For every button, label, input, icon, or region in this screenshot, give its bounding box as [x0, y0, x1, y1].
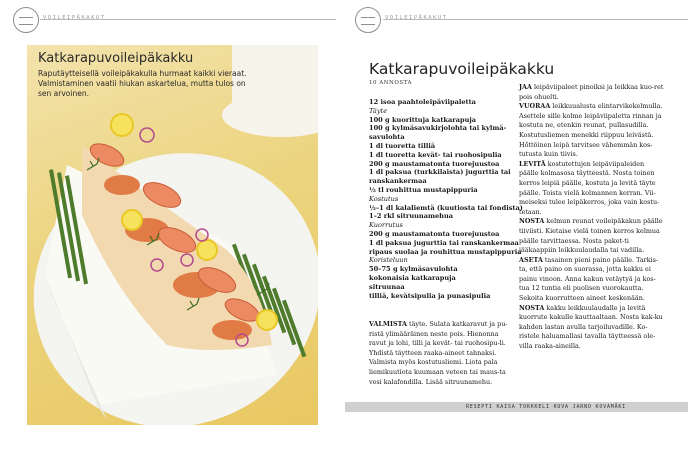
method-step-keyword: JAA — [519, 83, 532, 91]
ingredient-line: 200 g maustamatonta tuorejuustoa — [369, 229, 500, 238]
ingredient-line: tilliä, kevätsipulia ja punasipulia — [369, 291, 491, 300]
magazine-logo-icon — [13, 7, 39, 33]
method-column-right — [519, 83, 665, 352]
ingredient-line: 100 g kylmäsavukirjolohta tai kylmä- — [369, 124, 507, 133]
ingredient-subheading: Kuorrutus — [369, 221, 403, 230]
ingredient-line: 1 dl tuoretta kevät- tai ruohosipulia — [369, 150, 502, 159]
ingredient-line: savulohta — [369, 133, 405, 142]
ingredient-line: 1–2 rkl sitruunamehua — [369, 212, 454, 221]
method-step — [519, 304, 665, 352]
method-step-text: leipäviipaleet pinoiksi ja leikkaa kuo-ret pois ohuelti. — [519, 83, 664, 101]
method-step-text: kelmun reunat voileipäkakun päälle tiiviisti. Kietaise vielä toinen kerros kelmua päälle tarvittaessa. Nosta paket-ti jääkaappiin leikkuulaudalla tai vadilla. — [519, 217, 663, 255]
running-head-right: VOILEIPÄKAKUT — [385, 15, 448, 21]
running-head-left: VOILEIPÄKAKUT — [43, 15, 106, 21]
method-step — [519, 160, 665, 218]
ingredient-line: ½ tl rouhittua mustapippuria — [369, 185, 478, 194]
recipe-title: Katkarapuvoileipäkakku — [369, 60, 555, 78]
ingredient-line: 1 dl paksua (turkkilaista) jugurttia tai — [369, 168, 511, 177]
ingredient-subheading: Koristeluun — [369, 256, 408, 265]
photo-intro-text: Raputäytteisellä voileipäkakulla hurmaat kaikki vieraat. Valmistaminen vaatii hiukan askartelua, mutta tulos on sen arvoinen. — [38, 69, 247, 98]
ingredient-line: 100 g kuorittuja katkarapuja — [369, 115, 477, 124]
photo-title: Katkarapuvoileipäkakku — [38, 51, 194, 66]
method-step-text: täyte. Sulata katkaravut ja pu-ristä ylimääräinen neste pois. Hienonna ravut ja lohi, tilli ja kevät- tai ruohosipu-li. Yhdistä täytteen raaka-aineet tahnaksi. Valmista myös kostutusliemi. Liota pala liemikuutiota kuumaan veteen tai maus-ta vesi kalafondilla. Lisää sitruunamehu. — [369, 320, 508, 386]
method-step-keyword: VUORAA — [519, 102, 551, 111]
magazine-logo-icon — [355, 7, 381, 33]
ingredient-line: ½–1 dl kalaliemtä (kuutiosta tai fondista) — [369, 203, 523, 212]
ingredient-line: 1 dl tuoretta tilliä — [369, 141, 436, 150]
method-step-keyword: VALMISTA — [369, 320, 407, 328]
credit-bar — [345, 402, 688, 412]
sandwich-cake-illustration — [27, 45, 318, 425]
ingredient-line: kokonaisia katkarapuja — [369, 273, 456, 282]
method-column-left — [369, 320, 511, 387]
method-step-text: leikkuualusta elintarvikekelmulla. Asettele sille kolme leipäviipaletta rinnan ja kostuta ne, etenkin reunat, pullasudilla. Kostutusliemen menekki riippuu leivästä. Hőttöinen leipä tarvitsee vähemmän kos-tutusta kuin tiivis. — [519, 102, 663, 159]
method-step — [519, 217, 665, 255]
method-step-text: kakku leikkuulaudalle ja levitä kuorrute kakulle kauttaaltaan. Nosta kak-ku kahden lastan avulla tarjoiluvadille. Ko-ristele haluamallasi tavalla täytteessä ole-villa raaka-aineilla. — [519, 303, 663, 351]
ingredient-line: sitruunaa — [369, 282, 405, 291]
method-step-text: tasainen pieni paino päälle. Tarkis-ta, että paino on suorassa, jotta kakku ei painu vinoon. Anna kakun vetäytyä ja kos-tua 12 tuntia eli puolisen vuorokautta. Sekoita kuorrutteen aineet keskenään. — [519, 255, 659, 303]
ingredient-list — [369, 98, 523, 300]
method-step — [519, 102, 665, 160]
ingredient-line: ripaus suolaa ja rouhittua mustapippuria — [369, 247, 522, 256]
method-step-text: kostutettujen leipäviipaleiden päälle kolmasosa täytteestä. Nosta toinen kerros leipiä päälle, kostuta ja levitä täyte päälle. Toista vielä kolmannen kerran. Vii-meiseksi tulee leipäkerros, joka vain kostu-tetaan. — [519, 159, 660, 216]
ingredient-line: 12 isoa paahtoleipäviipaletta — [369, 98, 476, 106]
method-step-keyword: NOSTA — [519, 303, 545, 312]
ingredient-line: 200 g maustamatonta tuorejuustoa — [369, 159, 500, 168]
ingredient-subheading: Täyte — [369, 106, 388, 115]
recipe-credit: RESEPTI KAISA TORKKELI KUVA JARNO KOVAMÄKI — [465, 403, 626, 410]
method-step — [519, 83, 665, 102]
method-step-keyword: NOSTA — [519, 217, 545, 226]
ingredient-line: 50–75 g kylmäsavulohta — [369, 265, 458, 274]
sandwich-cake-photo — [27, 45, 318, 425]
method-step-keyword: ASETA — [519, 255, 543, 264]
ingredient-line: ranskankermaa — [369, 177, 427, 186]
recipe-servings: 10 ANNOSTA — [369, 80, 412, 86]
ingredient-subheading: Kostutus — [369, 194, 399, 203]
method-step — [519, 256, 665, 304]
ingredient-line: 1 dl paksua jugurttia tai ranskankermaa — [369, 238, 519, 247]
method-step-keyword: LEVITÄ — [519, 159, 546, 168]
method-step — [369, 320, 511, 387]
